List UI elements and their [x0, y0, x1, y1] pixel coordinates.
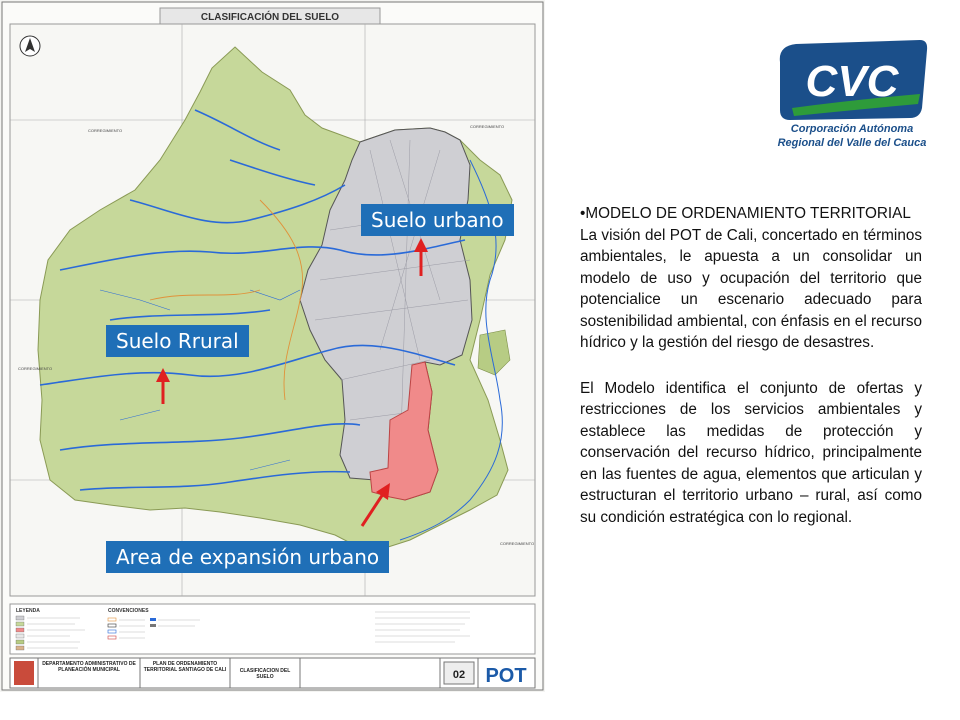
svg-text:CORREGIMIENTO: CORREGIMIENTO — [500, 541, 535, 546]
svg-text:CORREGIMIENTO: CORREGIMIENTO — [470, 124, 505, 129]
section-heading: •MODELO DE ORDENAMIENTO TERRITORIAL — [580, 205, 911, 222]
plan-name: PLAN DE ORDENAMIENTO TERRITORIAL SANTIAGO DE CALI — [143, 661, 227, 673]
cvc-logo-mark: CVC — [805, 57, 899, 106]
map-title: CLASIFICACIÓN DEL SUELO — [200, 12, 340, 23]
north-arrow-icon — [20, 36, 40, 56]
paragraph-model: El Modelo identifica el conjunto de ofertas y restricciones de los servicios ambientales y establece las medidas de protección y conservación del recurso hídrico, principalmente en las fuentes de agua, elementos que articulan y estructuran el territorio urbano – rural, así como su condición estratégica con lo regional. — [580, 379, 922, 526]
legend-heading: LEYENDA — [16, 608, 40, 614]
legend-box — [10, 604, 535, 654]
svg-text:CORREGIMIENTO: CORREGIMIENTO — [18, 366, 53, 371]
department-name: DEPARTAMENTO ADMINISTRATIVO DE PLANEACIÓN MUNICIPAL — [42, 661, 136, 673]
urban-soil-label: Suelo urbano — [361, 204, 514, 236]
cvc-logo-line2: Regional del Valle del Cauca — [777, 137, 927, 149]
rural-soil-label: Suelo Rrural — [106, 325, 249, 357]
pot-logo-text: POT — [485, 665, 527, 687]
cvc-logo-line1: Corporación Autónoma — [790, 123, 914, 135]
svg-text:CORREGIMIENTO: CORREGIMIENTO — [88, 128, 123, 133]
pot-logo — [481, 661, 531, 687]
sheet-number: 02 — [452, 669, 466, 681]
paragraph-vision: La visión del POT de Cali, concertado en términos ambientales, le apuesta a un consolidar un modelo de uso y ocupación del territorio que potencialice un escenario adecuado para sostenibilidad ambiental, con énfasis en el recurso hídrico y la gestión del riesgo de desastres. — [580, 226, 922, 351]
conventions-heading: CONVENCIONES — [108, 608, 149, 614]
sheet-title: CLASIFICACIÓN DEL SUELO — [239, 668, 291, 680]
expansion-area-label: Area de expansión urbano — [106, 541, 389, 573]
body-text — [580, 203, 922, 528]
cali-seal-icon — [14, 661, 34, 685]
